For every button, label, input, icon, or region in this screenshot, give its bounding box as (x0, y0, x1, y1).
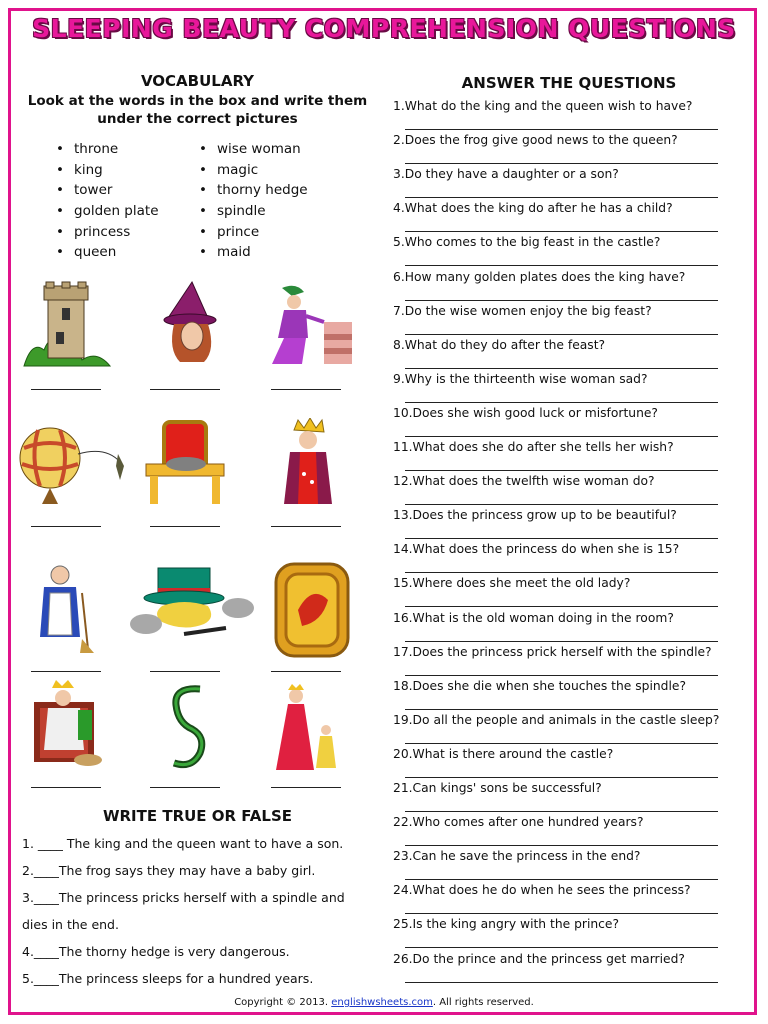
vocab-word: • queen (56, 242, 159, 263)
vocab-word: • prince (199, 222, 308, 243)
question-text: 26.Do the prince and the princess get married? (393, 951, 685, 966)
answer-line[interactable] (405, 402, 718, 403)
golden-plate-icon (272, 560, 352, 660)
vocab-word: • thorny hedge (199, 180, 308, 201)
maid-icon (34, 563, 96, 655)
question-text: 7.Do the wise women enjoy the big feast? (393, 303, 652, 318)
answer-line[interactable] (405, 368, 718, 369)
vocab-word: • golden plate (56, 201, 159, 222)
true-false-heading: WRITE TRUE OR FALSE (102, 807, 293, 825)
questions-heading: ANSWER THE QUESTIONS (461, 74, 677, 92)
throne-icon (140, 418, 230, 508)
princess-icon (274, 684, 346, 772)
vocab-word: • wise woman (199, 139, 308, 160)
question-text: 2.Does the frog give good news to the queen? (393, 133, 678, 148)
question-text: 10.Does she wish good luck or misfortune? (393, 405, 658, 420)
question-text: 19.Do all the people and animals in the castle sleep? (393, 712, 720, 727)
true-false-item-continued: dies in the end. (22, 917, 119, 932)
queen-icon (28, 680, 106, 770)
vocab-word: • princess (56, 222, 159, 243)
vocab-word: • spindle (199, 201, 308, 222)
answer-blank[interactable] (271, 526, 341, 527)
question-text: 21.Can kings' sons be successful? (393, 781, 602, 795)
answer-line[interactable] (405, 300, 718, 301)
answer-line[interactable] (405, 675, 718, 676)
answer-line[interactable] (405, 129, 718, 130)
question-text: 8.What do they do after the feast? (393, 337, 606, 352)
vocab-word: • tower (56, 180, 159, 201)
copyright-footer (0, 997, 768, 1008)
answer-line[interactable] (405, 538, 718, 539)
question-text: 4.What does the king do after he has a child? (393, 201, 673, 216)
answer-line[interactable] (405, 606, 718, 607)
prince-icon (262, 282, 354, 366)
question-text: 22.Who comes after one hundred years? (393, 815, 644, 830)
vocabulary-list-right (199, 139, 308, 263)
answer-blank[interactable] (271, 671, 341, 672)
copyright-suffix: . All rights reserved. (432, 997, 534, 1008)
answer-blank[interactable] (150, 526, 220, 527)
question-text: 9.Why is the thirteenth wise woman sad? (393, 371, 648, 386)
answer-line[interactable] (405, 982, 718, 983)
answer-line[interactable] (405, 913, 718, 914)
vocab-word: • throne (56, 139, 159, 160)
answer-blank[interactable] (31, 526, 101, 527)
answer-line[interactable] (405, 436, 718, 437)
question-text: 16.What is the old woman doing in the room? (393, 610, 674, 625)
answer-blank[interactable] (31, 389, 101, 390)
question-text: 18.Does she die when she touches the spindle? (393, 678, 686, 693)
answer-blank[interactable] (150, 671, 220, 672)
answer-blank[interactable] (271, 787, 341, 788)
question-text: 20.What is there around the castle? (393, 746, 614, 761)
answer-line[interactable] (405, 777, 718, 778)
answer-line[interactable] (405, 709, 718, 710)
answer-blank[interactable] (271, 389, 341, 390)
answer-blank[interactable] (150, 787, 220, 788)
answer-line[interactable] (405, 641, 718, 642)
answer-line[interactable] (405, 811, 718, 812)
answer-line[interactable] (405, 743, 718, 744)
page-title: SLEEPING BEAUTY COMPREHENSION QUESTIONS (32, 14, 736, 43)
question-text: 1.What do the king and the queen wish to have? (393, 99, 693, 113)
question-text: 24.What does he do when he sees the princess? (393, 883, 691, 898)
king-icon (278, 418, 338, 508)
question-text: 5.Who comes to the big feast in the castle? (393, 235, 661, 250)
true-false-list (22, 830, 372, 992)
question-text: 15.Where does she meet the old lady? (393, 576, 631, 591)
answer-blank[interactable] (31, 787, 101, 788)
vocab-word: • king (56, 160, 159, 181)
question-text: 12.What does the twelfth wise woman do? (393, 474, 655, 489)
vocab-word: • maid (199, 242, 308, 263)
true-false-item[interactable]: 3.____The princess pricks herself with a spindle and (22, 890, 345, 905)
true-false-item[interactable]: 5.____The princess sleeps for a hundred years. (22, 971, 314, 986)
question-text: 17.Does the princess prick herself with the spindle? (393, 644, 712, 659)
question-text: 23.Can he save the princess in the end? (393, 849, 641, 864)
answer-blank[interactable] (31, 671, 101, 672)
answer-line[interactable] (405, 845, 718, 846)
thorny-hedge-icon (166, 683, 212, 771)
answer-line[interactable] (405, 163, 718, 164)
question-text: 6.How many golden plates does the king have? (393, 269, 686, 284)
copyright-text: Copyright © 2013. (234, 997, 332, 1008)
spindle-globe-icon (16, 418, 128, 510)
vocab-word: • magic (199, 160, 308, 181)
true-false-item[interactable]: 4.____The thorny hedge is very dangerous. (22, 944, 290, 959)
answer-line[interactable] (405, 947, 718, 948)
wise-woman-icon (160, 280, 225, 365)
question-text: 25.Is the king angry with the prince? (393, 917, 620, 932)
answer-line[interactable] (405, 572, 718, 573)
answer-blank[interactable] (150, 389, 220, 390)
answer-line[interactable] (405, 334, 718, 335)
answer-line[interactable] (405, 504, 718, 505)
vocabulary-list-left (56, 139, 159, 263)
tower-icon (22, 280, 112, 368)
vocabulary-instructions: Look at the words in the box and write them under the correct pictures (27, 93, 368, 127)
true-false-item[interactable]: 1. ____ The king and the queen want to have a son. (22, 836, 344, 851)
answer-line[interactable] (405, 470, 718, 471)
question-text: 11.What does she do after she tells her wish? (393, 440, 674, 454)
answer-line[interactable] (405, 231, 718, 232)
question-text: 13.Does the princess grow up to be beautiful? (393, 508, 677, 523)
magic-icon (126, 562, 258, 654)
question-text: 3.Do they have a daughter or a son? (393, 167, 619, 182)
answer-line[interactable] (405, 197, 718, 198)
vocabulary-heading: VOCABULARY (140, 72, 255, 90)
answer-line[interactable] (405, 879, 718, 880)
answer-line[interactable] (405, 265, 718, 266)
true-false-item[interactable]: 2.____The frog says they may have a baby girl. (22, 863, 316, 878)
website-link[interactable]: englishwsheets.com (331, 997, 433, 1008)
question-text: 14.What does the princess do when she is 15? (393, 542, 680, 557)
